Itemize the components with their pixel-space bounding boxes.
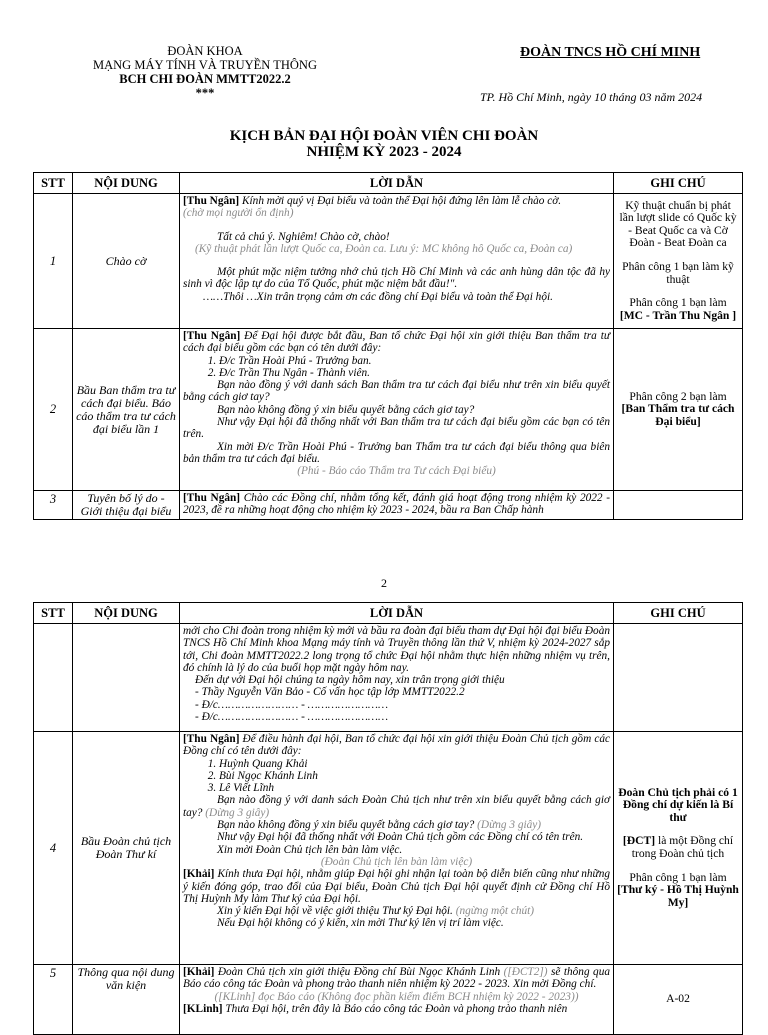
- header-ghi-chu: GHI CHÚ: [614, 173, 743, 194]
- row-ghi-chu: [614, 624, 743, 732]
- table-row: [34, 194, 743, 329]
- page-number: 2: [381, 576, 387, 590]
- row-noi-dung: Thông qua nội dung văn kiện: [73, 965, 180, 1035]
- script-text: Chào các Đồng chí, nhằm tổng kết, đánh giá hoạt động trong nhiệm kỳ 2022 - 2023, đề ra những hoạt động cho nhiệm kỳ 2023 - 2024, bầu ra Ban Chấp hành: [183, 492, 611, 517]
- stage-note: ([ĐCT2]): [503, 966, 548, 978]
- note-role: [MC - Trần Thu Ngân ]: [619, 308, 737, 322]
- list-item: 2. Bùi Ngọc Khánh Linh: [219, 770, 610, 782]
- speaker-tag: [Thu Ngân]: [183, 330, 241, 342]
- row-loi-dan: [180, 965, 614, 1035]
- script-text: Bạn nào đồng ý với danh sách Đoàn Chủ tịch như trên xin biểu quyết bằng cách giơ tay?: [183, 794, 610, 819]
- note-role: [Thư ký - Hồ Thị Huỳnh My]: [617, 883, 739, 909]
- list-item: 3. Lê Viết Lĩnh: [219, 782, 610, 794]
- header-noi-dung: NỘI DUNG: [73, 173, 180, 194]
- row-loi-dan: [180, 194, 614, 329]
- script-text: Kính mời quý vị Đại biểu và toàn thể Đại hội đứng lên làm lễ chào cờ.: [239, 195, 562, 207]
- script-text: Như vậy Đại hội đã thống nhất với Đoàn Chủ tịch gồm các Đồng chí có tên trên.: [217, 831, 584, 844]
- table-header-row: [34, 603, 743, 624]
- table-row: [34, 965, 743, 1035]
- script-text: Như vậy Đại hội đã thống nhất với Ban thẩm tra tư cách đại biểu gồm các bạn có tên trên.: [183, 416, 610, 441]
- note-text: Kỹ thuật chuẩn bị phát lần lượt slide có Quốc kỳ - Beat Quốc ca và Cờ Đoàn - Beat Đoàn ca: [619, 198, 737, 250]
- speaker-tag: [KLinh]: [183, 1002, 223, 1015]
- stage-note: (Đoàn Chủ tịch lên bàn làm việc): [320, 855, 473, 868]
- script-text: Thưa Đại hội, trên đây là Báo cáo công tác Đoàn và phong trào thanh niên: [222, 1002, 568, 1015]
- row-noi-dung: Bầu Đoàn chủ tịch Đoàn Thư kí: [73, 732, 180, 965]
- script-text: Đoàn Chủ tịch xin giới thiệu Đồng chí Bùi Ngọc Khánh Linh: [214, 966, 504, 978]
- stage-note: (Phú - Báo cáo Thẩm tra Tư cách Đại biểu): [297, 465, 496, 478]
- stage-note: ([KLinh] đọc Báo cáo (Không đọc phần kiểm điểm BCH nhiệm kỳ 2022 - 2023)): [214, 990, 579, 1003]
- header-stt: STT: [34, 603, 73, 624]
- script-text: Để Đại hội được bắt đầu, Ban tổ chức Đại hội xin giới thiệu Ban thẩm tra tư cách đại biểu gồm các bạn có tên dưới đây:: [183, 330, 611, 355]
- row-stt: 5: [34, 965, 73, 1035]
- row-ghi-chu: [614, 194, 743, 329]
- script-text: mới cho Chi đoàn trong nhiệm kỳ mới và bầu ra đoàn đại biểu tham dự Đại hội đại biểu Đoàn TNCS Hồ Chí Minh khoa Mạng máy tính và Truyền thông lần thứ V, nhiệm kỳ 2024-2027 sắp tới, Chi đoàn MMTT2022.2 long trọng tổ chức Đại hội nhằm thực hiện những nhiệm vụ trên, đó chính là lý do của buổi họp mặt ngày hôm nay.: [183, 625, 610, 674]
- script-text: Tất cả chú ý. Nghiêm! Chào cờ, chào!: [217, 230, 390, 243]
- script-text: Xin ý kiến Đại hội về việc giới thiệu Thư ký Đại hội.: [217, 905, 453, 918]
- script-text: Kính thưa Đại hội, nhằm giúp Đại hội ghi nhận lại toàn bộ diễn biến cũng như những ý kiến đóng góp, trao đổi của Đại biểu, Đoàn Chủ tịch Đại hội quyết định cử Đồng chí Hồ Thị Huỳnh My làm Thư ký của Đại hội.: [183, 868, 610, 905]
- list-item: - Đ/c…………………… - ……………………: [195, 698, 389, 711]
- row-ghi-chu: [614, 732, 743, 965]
- title-line-2: NHIỆM KỲ 2023 - 2024: [306, 144, 462, 160]
- org-line-1: ĐOÀN KHOA: [167, 44, 243, 58]
- script-text: ……Thôi …Xin trân trọng cảm ơn các đồng chí Đại biểu và toàn thể Đại hội.: [203, 290, 553, 303]
- table-row: [34, 491, 743, 520]
- header-stt: STT: [34, 173, 73, 194]
- speaker-tag: [Khải]: [183, 966, 215, 978]
- row-stt: [34, 624, 73, 732]
- row-noi-dung: Tuyên bố lý do - Giới thiệu đại biểu: [73, 491, 180, 520]
- note-text: là một Đồng chí trong Đoàn chủ tịch: [631, 834, 734, 860]
- header-loi-dan: LỜI DẪN: [180, 603, 614, 624]
- script-table-page-1: [33, 172, 743, 520]
- row-loi-dan: [180, 624, 614, 732]
- note-text: Phân công 1 bạn làm kỹ thuật: [622, 260, 734, 286]
- note-text: Phân công 2 bạn làm: [629, 389, 727, 403]
- stage-note: (Dừng 3 giây): [477, 819, 542, 832]
- row-stt: 2: [34, 329, 73, 491]
- document-title: [0, 128, 768, 160]
- list-item: - Thầy Nguyễn Văn Bảo - Cố vấn học tập lớp MMTT2022.2: [195, 686, 465, 699]
- list-item: 1. Đ/c Trần Hoài Phú - Trưởng ban.: [219, 355, 610, 367]
- union-name: ĐOÀN TNCS HỒ CHÍ MINH: [520, 45, 701, 60]
- row-noi-dung: Chào cờ: [73, 194, 180, 329]
- list-item: - Đ/c…………………… - ……………………: [195, 711, 389, 724]
- script-text: sẽ thông qua Báo cáo công tác Đoàn và phong trào thanh niên nhiệm kỳ 2022 - 2023. Xin mời Đồng chí.: [183, 966, 610, 991]
- member-list: [183, 355, 610, 380]
- row-noi-dung: [73, 624, 180, 732]
- note-text: Phân công 1 bạn làm: [629, 870, 727, 884]
- stage-note: (Kỹ thuật phát lần lượt Quốc ca, Đoàn ca. Lưu ý: MC không hô Quốc ca, Đoàn ca): [195, 242, 573, 255]
- speaker-tag: [Khải]: [183, 868, 215, 881]
- script-text: Bạn nào không đồng ý xin biểu quyết bằng cách giơ tay?: [217, 403, 475, 416]
- row-stt: 1: [34, 194, 73, 329]
- header-loi-dan: LỜI DẪN: [180, 173, 614, 194]
- note-text: Đoàn Chủ tịch phải có 1 Đồng chí dự kiến là Bí thư: [618, 785, 738, 824]
- stage-note: (ngừng một chút): [455, 905, 535, 918]
- speaker-tag: [Thu Ngân]: [183, 492, 241, 504]
- script-table-page-2: [33, 602, 743, 1035]
- stage-note: (Dừng 3 giây): [205, 806, 270, 819]
- script-text: Đến dự với Đại hội chúng ta ngày hôm nay, xin trân trọng giới thiệu: [195, 674, 505, 687]
- row-stt: 3: [34, 491, 73, 520]
- list-item: 1. Huỳnh Quang Khải: [219, 758, 610, 770]
- script-text: Một phút mặc niệm tưởng nhớ chủ tịch Hồ Chí Minh và các anh hùng dân tộc đã hy sinh vì độc lập tự do của Tổ Quốc, phút mặc niệm bắt đầu!".: [183, 266, 610, 291]
- script-text: Xin mời Đoàn Chủ tịch lên bàn làm việc.: [217, 843, 403, 856]
- row-ghi-chu: A-02: [614, 965, 743, 1035]
- date-line: TP. Hồ Chí Minh, ngày 10 tháng 03 năm 2024: [480, 90, 703, 104]
- list-item: 2. Đ/c Trần Thu Ngân - Thành viên.: [219, 367, 610, 379]
- table-row: [34, 732, 743, 965]
- row-stt: 4: [34, 732, 73, 965]
- table-header-row: [34, 173, 743, 194]
- script-text: Để điều hành đại hội, Ban tổ chức đại hội xin giới thiệu Đoàn Chủ tịch gồm các Đồng chí có tên dưới đây:: [183, 733, 610, 758]
- speaker-tag: [Thu Ngân]: [183, 733, 240, 745]
- table-row: [34, 624, 743, 732]
- script-text: Bạn nào đồng ý với danh sách Ban thẩm tra tư cách đại biểu như trên xin biểu quyết bằng cách giơ tay?: [183, 379, 610, 404]
- note-role: [ĐCT]: [622, 834, 656, 848]
- row-noi-dung: Bầu Ban thẩm tra tư cách đại biểu. Báo cáo thẩm tra tư cách đại biểu lần 1: [73, 329, 180, 491]
- table-row: [34, 329, 743, 491]
- org-header: [60, 44, 350, 100]
- member-list: [183, 758, 610, 795]
- script-text: Bạn nào không đồng ý xin biểu quyết bằng cách giơ tay?: [217, 819, 475, 832]
- script-text: Nếu Đại hội không có ý kiến, xin mời Thư ký lên vị trí làm việc.: [217, 917, 504, 930]
- script-text: Xin mời Đ/c Trần Hoài Phú - Trưởng ban Thẩm tra tư cách đại biểu thông qua biên bản thẩm tra tư cách đại biểu.: [183, 440, 610, 465]
- row-loi-dan: [180, 329, 614, 491]
- stars: ***: [195, 86, 215, 100]
- row-ghi-chu: [614, 329, 743, 491]
- row-ghi-chu: [614, 491, 743, 520]
- row-loi-dan: [180, 732, 614, 965]
- note-text: Phân công 1 bạn làm: [629, 296, 727, 310]
- row-loi-dan: [180, 491, 614, 520]
- speaker-tag: [Thu Ngân]: [183, 195, 240, 207]
- org-line-2: MẠNG MÁY TÍNH VÀ TRUYỀN THÔNG: [93, 58, 317, 72]
- title-line-1: KỊCH BẢN ĐẠI HỘI ĐOÀN VIÊN CHI ĐOÀN: [229, 128, 539, 144]
- note-role: [Ban Thẩm tra tư cách Đại biểu]: [621, 402, 735, 428]
- header-noi-dung: NỘI DUNG: [73, 603, 180, 624]
- header-ghi-chu: GHI CHÚ: [614, 603, 743, 624]
- stage-note: (chờ mọi người ổn định): [183, 207, 294, 220]
- org-line-3: BCH CHI ĐOÀN MMTT2022.2: [119, 72, 291, 86]
